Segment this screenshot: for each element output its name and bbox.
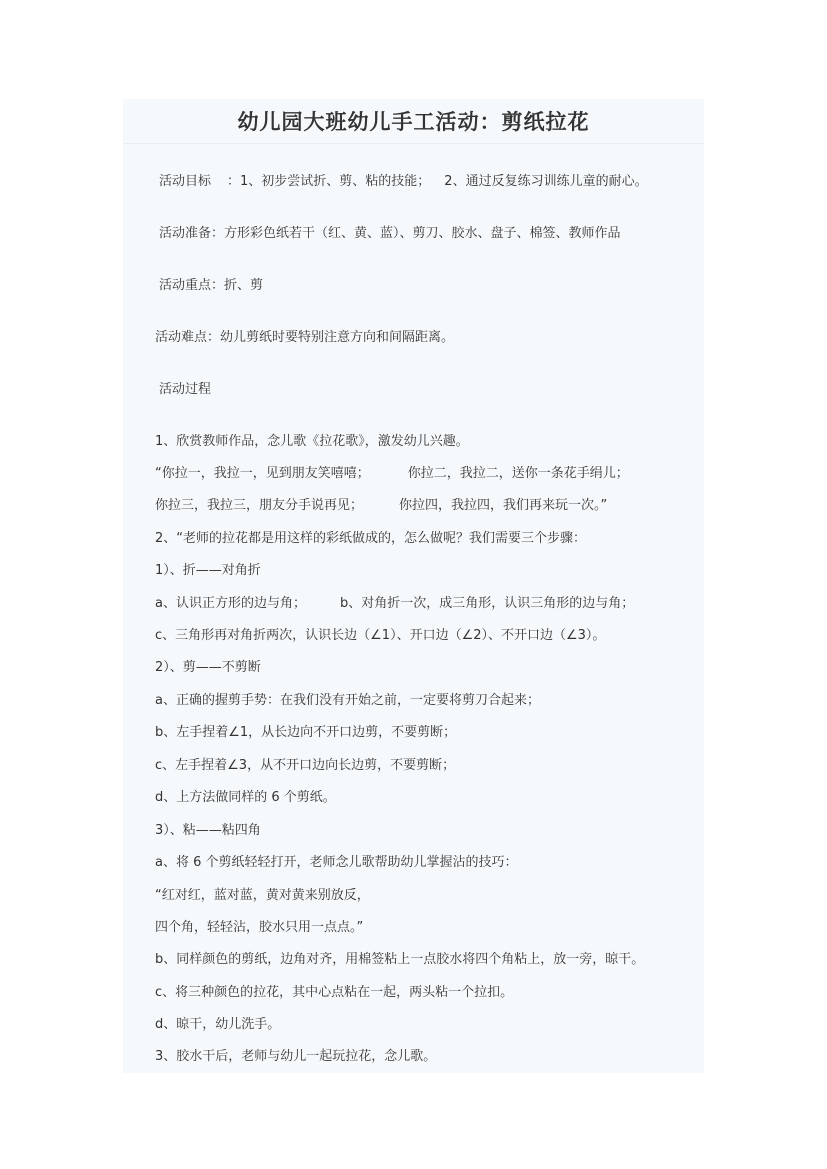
fold-item-a: a、认识正方形的边与角；	[155, 596, 306, 611]
song-1-part-a: “你拉一，我拉一，见到朋友笑嘻嘻；	[155, 466, 370, 481]
title-bar	[123, 99, 704, 144]
cut-item-d: d、上方法做同样的 6 个剪纸。	[155, 790, 336, 805]
difficulty-line: 活动难点：幼儿剪纸时要特别注意方向和间隔距离。	[155, 330, 455, 345]
goals-label: 活动目标	[159, 174, 212, 189]
song-1-part-c: 你拉三，我拉三，朋友分手说再见；	[155, 498, 364, 513]
page-title: 幼儿园大班幼儿手工活动：剪纸拉花	[237, 109, 590, 134]
cut-item-b: b、左手捏着∠1，从长边向不开口边剪，不要剪断；	[155, 725, 457, 740]
paste-song-line-1: “红对红，蓝对蓝，黄对黄来别放反，	[155, 888, 370, 903]
paste-item-a: a、将 6 个剪纸轻轻打开，老师念儿歌帮助幼儿掌握沾的技巧：	[155, 855, 518, 870]
fold-item-c: c、三角形再对角折两次，认识长边（∠1）、开口边（∠2）、不开口边（∠3）。	[155, 628, 606, 643]
paste-song-line-2: 四个角，轻轻沾，胶水只用一点点。”	[155, 920, 364, 935]
process-heading: 活动过程	[159, 382, 212, 397]
key-point-line: 活动重点：折、剪	[159, 278, 264, 293]
paste-item-c: c、将三种颜色的拉花，其中心点粘在一起，两头粘一个拉扣。	[155, 985, 514, 1000]
cut-heading: 2）、剪——不剪断	[155, 660, 261, 675]
song-1-line-2	[155, 494, 607, 513]
goals-item-1: ：1、初步尝试折、剪、粘的技能；	[227, 174, 431, 189]
step-3: 3、胶水干后，老师与幼儿一起玩拉花，念儿歌。	[155, 1049, 437, 1064]
song-1-line-1	[155, 462, 629, 481]
cut-item-c: c、左手捏着∠3，从不开口边向长边剪，不要剪断；	[155, 758, 456, 773]
fold-ab-line	[155, 592, 634, 611]
song-1-part-b: 你拉二，我拉二，送你一条花手绢儿；	[407, 466, 629, 481]
goals-line	[159, 170, 648, 189]
cut-item-a: a、正确的握剪手势：在我们没有开始之前，一定要将剪刀合起来；	[155, 693, 540, 708]
paste-item-b: b、同样颜色的剪纸，边角对齐，用棉签粘上一点胶水将四个角粘上，放一旁，晾干。	[155, 952, 645, 967]
goals-item-2: 2、通过反复练习训练儿童的耐心。	[444, 174, 648, 189]
fold-item-b: b、对角折一次，成三角形，认识三角形的边与角；	[339, 596, 635, 611]
song-1-part-d: 你拉四，我拉四，我们再来玩一次。”	[399, 498, 608, 513]
paste-heading: 3）、粘——粘四角	[155, 823, 261, 838]
paste-item-d: d、晾干，幼儿洗手。	[155, 1017, 281, 1032]
document-page	[123, 99, 704, 1073]
preparation-line: 活动准备：方形彩色纸若干（红、黄、蓝）、剪刀、胶水、盘子、棉签、教师作品	[159, 226, 621, 241]
step-2: 2、“老师的拉花都是用这样的彩纸做成的，怎么做呢？我们需要三个步骤：	[155, 531, 587, 546]
step-1: 1、欣赏教师作品，念儿歌《拉花歌》，激发幼儿兴趣。	[155, 434, 469, 449]
fold-heading: 1）、折——对角折	[155, 563, 261, 578]
